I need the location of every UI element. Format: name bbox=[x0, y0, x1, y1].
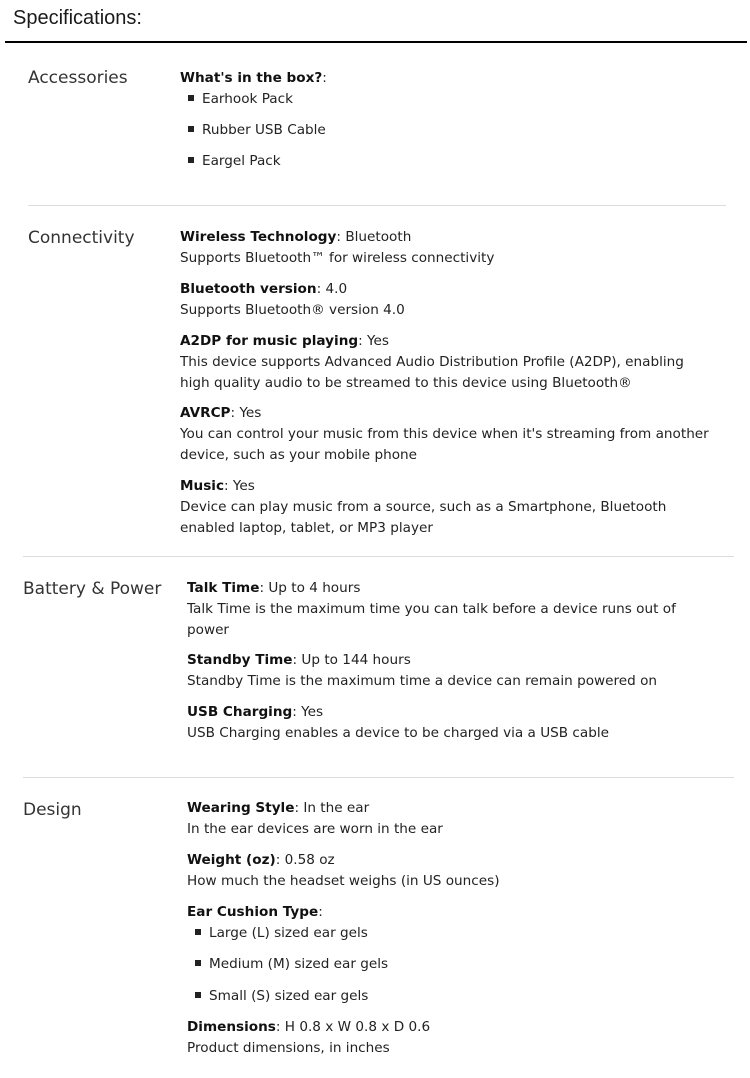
list-item: Small (S) sized ear gels bbox=[195, 986, 368, 1007]
spec-music: Music: Yes Device can play music from a source, such as a Smartphone, Bluetooth enabled laptop, tablet, or MP3 player bbox=[180, 478, 667, 536]
spec-weight: Weight (oz): 0.58 oz How much the headset weighs (in US ounces) bbox=[187, 852, 500, 889]
list-item: Rubber USB Cable bbox=[188, 120, 326, 141]
box-contents-heading: What's in the box?: bbox=[180, 70, 327, 86]
list-item: Large (L) sized ear gels bbox=[195, 923, 368, 944]
list-item: Earhook Pack bbox=[188, 89, 293, 110]
page-title: Specifications: bbox=[13, 7, 142, 29]
spec-wireless-technology: Wireless Technology: Bluetooth Supports Bluetooth™ for wireless connectivity bbox=[180, 229, 495, 266]
list-item: Eargel Pack bbox=[188, 151, 281, 172]
section-title-design: Design bbox=[23, 800, 82, 820]
spec-dimensions: Dimensions: H 0.8 x W 0.8 x D 0.6 Product dimensions, in inches bbox=[187, 1019, 431, 1056]
list-item: Medium (M) sized ear gels bbox=[195, 954, 388, 975]
section-title-accessories: Accessories bbox=[28, 68, 128, 88]
section-divider bbox=[23, 777, 734, 778]
ear-cushion-heading: Ear Cushion Type: bbox=[187, 904, 323, 920]
spec-avrcp: AVRCP: Yes You can control your music from this device when it's streaming from another device, such as your mobile phone bbox=[180, 405, 709, 463]
spec-standby-time: Standby Time: Up to 144 hours Standby Time is the maximum time a device can remain powered on bbox=[187, 652, 658, 689]
title-divider bbox=[5, 41, 747, 43]
spec-usb-charging: USB Charging: Yes USB Charging enables a device to be charged via a USB cable bbox=[187, 704, 610, 741]
section-title-connectivity: Connectivity bbox=[28, 228, 135, 248]
section-divider bbox=[28, 205, 726, 206]
spec-wearing-style: Wearing Style: In the ear In the ear devices are worn in the ear bbox=[187, 800, 443, 837]
section-title-battery: Battery & Power bbox=[23, 579, 162, 599]
spec-bluetooth-version: Bluetooth version: 4.0 Supports Bluetooth® version 4.0 bbox=[180, 281, 405, 318]
section-divider bbox=[23, 556, 734, 557]
spec-a2dp: A2DP for music playing: Yes This device supports Advanced Audio Distribution Profile (A2DP), enabling high quality audio to be streamed to this device using Bluetooth® bbox=[180, 333, 684, 391]
spec-talk-time: Talk Time: Up to 4 hours Talk Time is the maximum time you can talk before a device runs out of power bbox=[187, 580, 676, 638]
